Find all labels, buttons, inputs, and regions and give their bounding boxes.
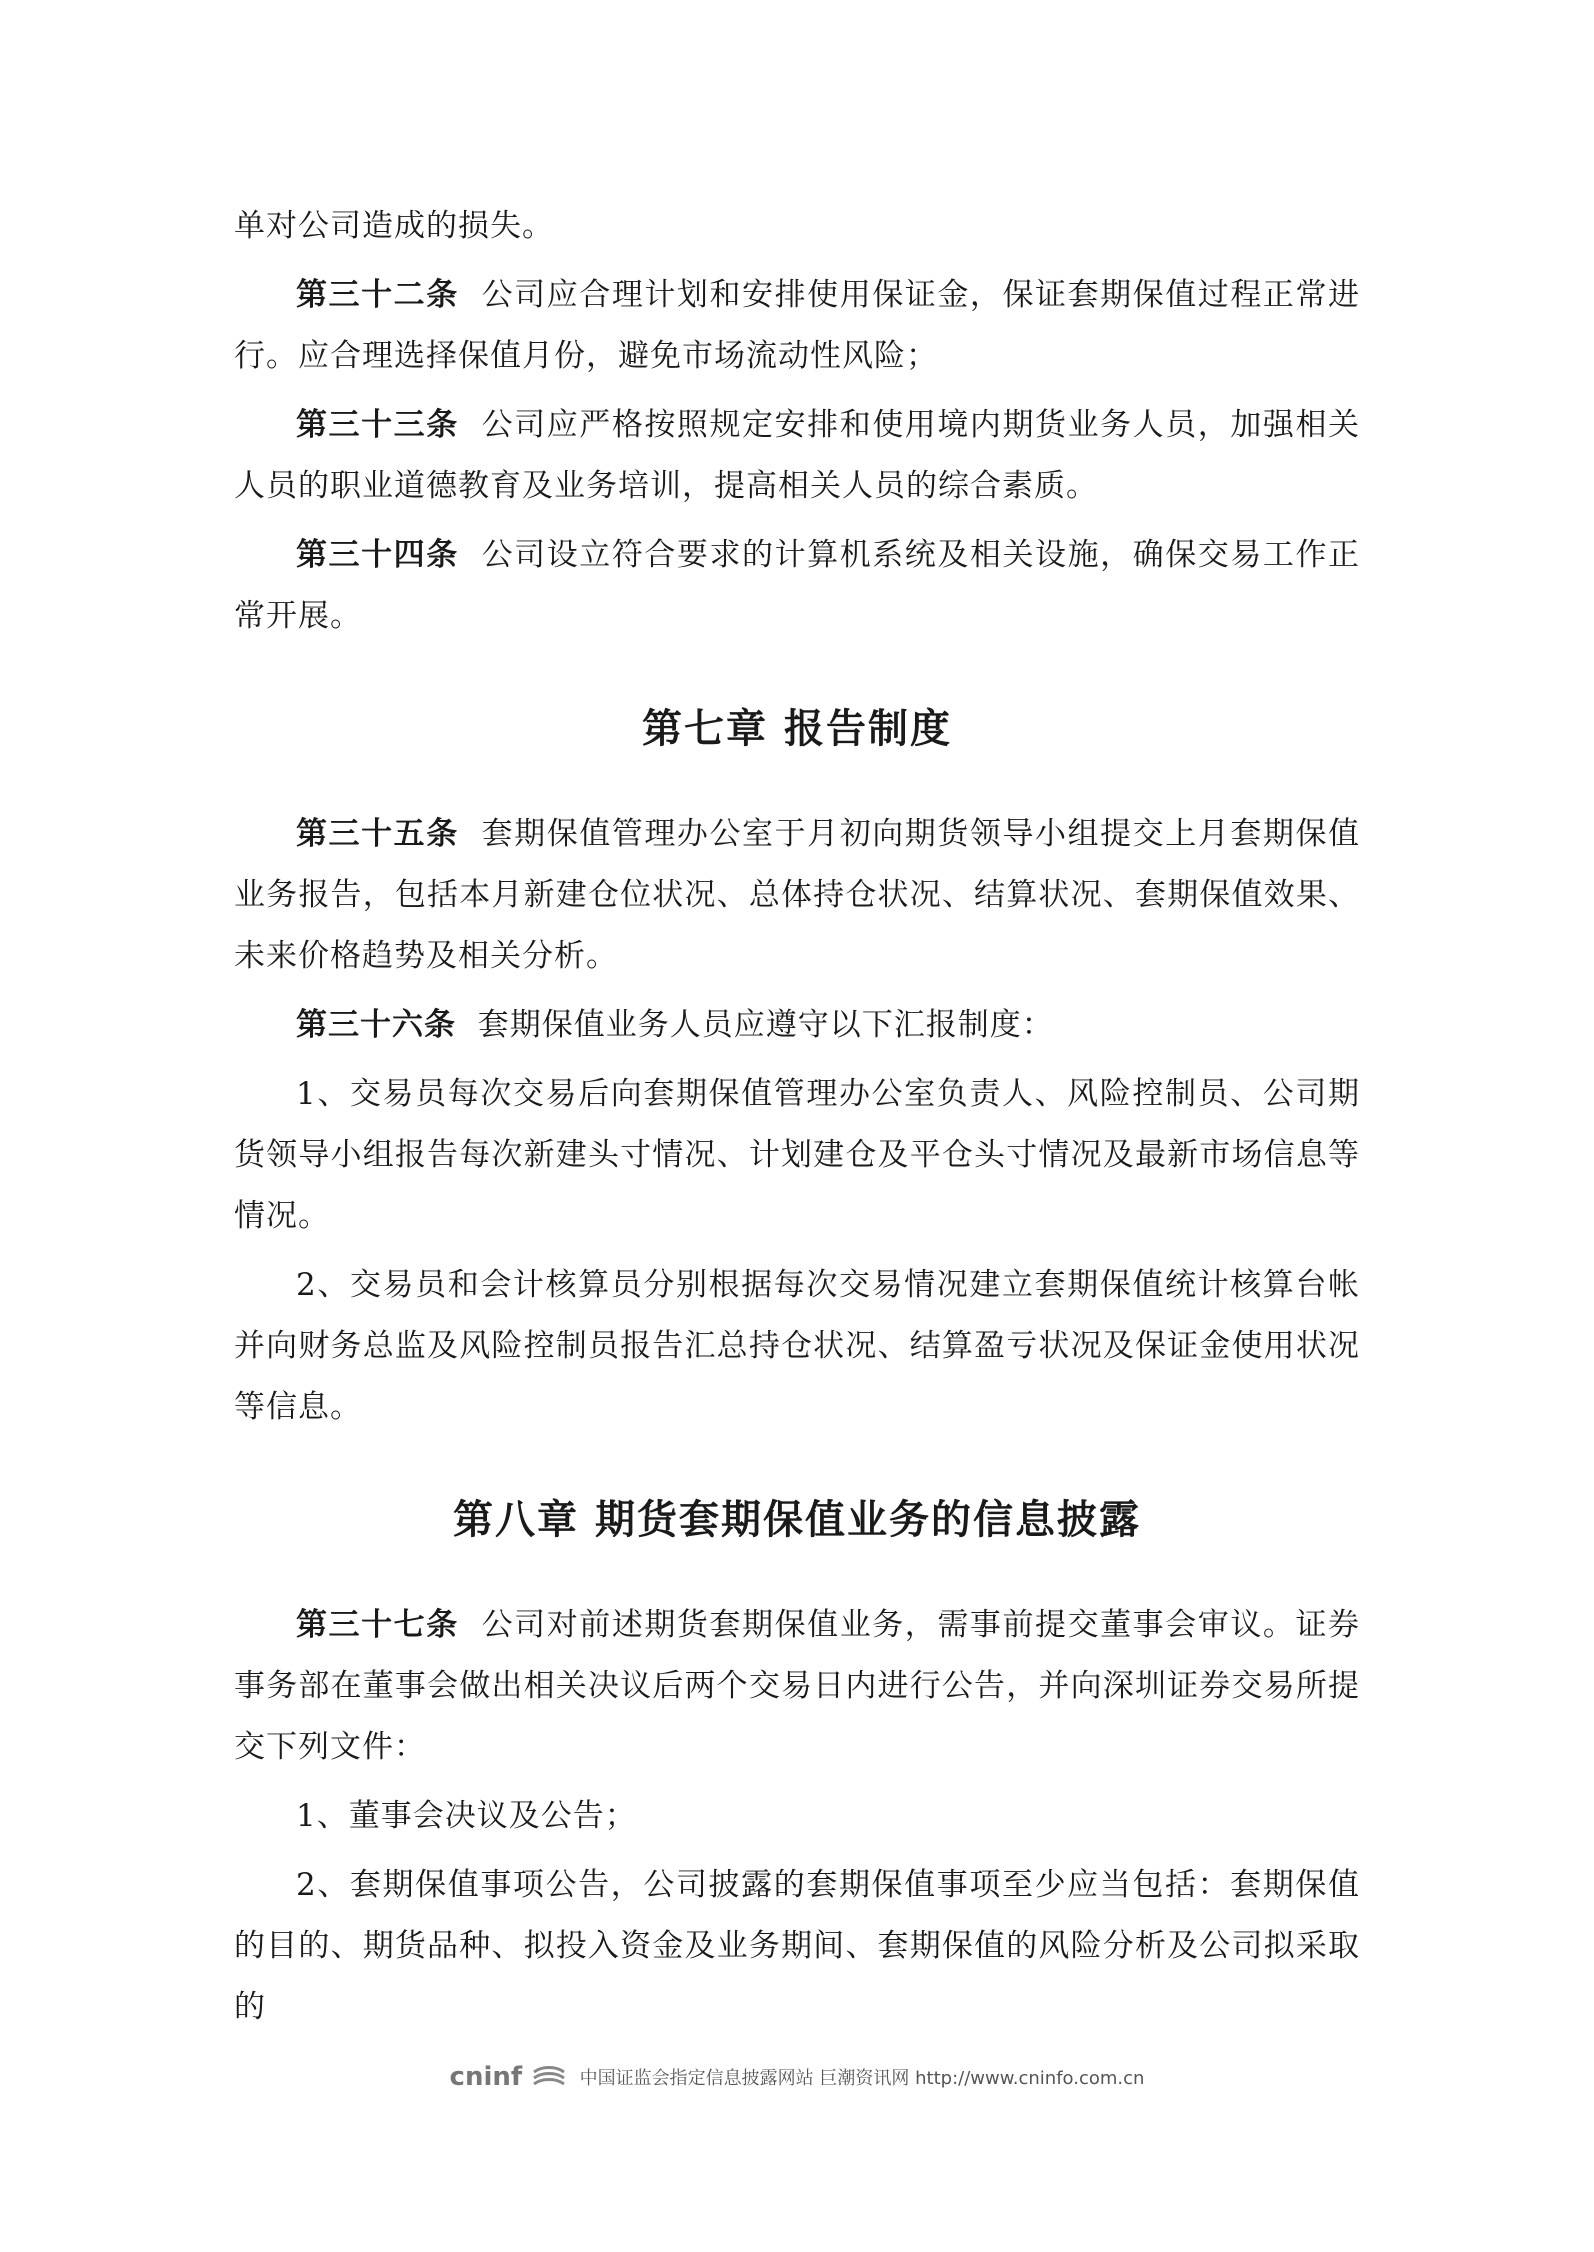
chapter-7-title: 第七章 报告制度	[642, 706, 952, 752]
article-label: 第三十七条	[296, 1607, 459, 1643]
article-37	[234, 1595, 1360, 1778]
article-text: 套期保值管理办公室于月初向期货领导小组提交上月套期保值业务报告，包括本月新建仓位状况、总体持仓状况、结算状况、套期保值效果、未来价格趋势及相关分析。	[234, 816, 1361, 974]
paragraph: 单对公司造成的损失。	[234, 208, 554, 244]
article-label: 第三十四条	[296, 537, 459, 573]
article-text: 套期保值业务人员应遵守以下汇报制度：	[477, 1007, 1054, 1043]
article-label: 第三十二条	[296, 277, 459, 313]
article-text: 公司对前述期货套期保值业务，需事前提交董事会审议。证券事务部在董事会做出相关决议后两个交易日内进行公告，并向深圳证券交易所提交下列文件：	[234, 1607, 1361, 1765]
article-label: 第三十五条	[296, 816, 459, 852]
chapter-8-title: 第八章 期货套期保值业务的信息披露	[453, 1497, 1141, 1543]
article-34	[234, 525, 1360, 647]
article-32	[234, 265, 1360, 387]
article-label: 第三十六条	[296, 1007, 456, 1043]
footer-text: 中国证监会指定信息披露网站 巨潮资讯网 http://www.cninfo.com.cn	[579, 2068, 1145, 2089]
article-text: 公司应合理计划和安排使用保证金，保证套期保值过程正常进行。应合理选择保值月份，避免市场流动性风险；	[234, 277, 1361, 374]
article-36	[234, 995, 1360, 1056]
document-body	[234, 196, 1360, 2038]
cninf-logo-icon	[532, 2066, 566, 2088]
list-item: 1、董事会决议及公告；	[296, 1798, 637, 1834]
footer	[0, 2062, 1594, 2092]
article-35	[234, 804, 1360, 987]
article-label: 第三十三条	[296, 407, 459, 443]
article-text: 公司应严格按照规定安排和使用境内期货业务人员，加强相关人员的职业道德教育及业务培训，提高相关人员的综合素质。	[234, 407, 1361, 504]
article-33	[234, 395, 1360, 517]
article-text: 公司设立符合要求的计算机系统及相关设施，确保交易工作正常开展。	[234, 537, 1361, 634]
list-item: 2、交易员和会计核算员分别根据每次交易情况建立套期保值统计核算台帐并向财务总监及风险控制员报告汇总持仓状况、结算盈亏状况及保证金使用状况等信息。	[234, 1267, 1360, 1425]
list-item: 2、套期保值事项公告，公司披露的套期保值事项至少应当包括：套期保值的目的、期货品种、拟投入资金及业务期间、套期保值的风险分析及公司拟采取的	[234, 1867, 1360, 2025]
list-item: 1、交易员每次交易后向套期保值管理办公室负责人、风险控制员、公司期货领导小组报告每次新建头寸情况、计划建仓及平仓头寸情况及最新市场信息等情况。	[234, 1076, 1360, 1234]
cninf-logo-text: cninf	[449, 2062, 523, 2092]
